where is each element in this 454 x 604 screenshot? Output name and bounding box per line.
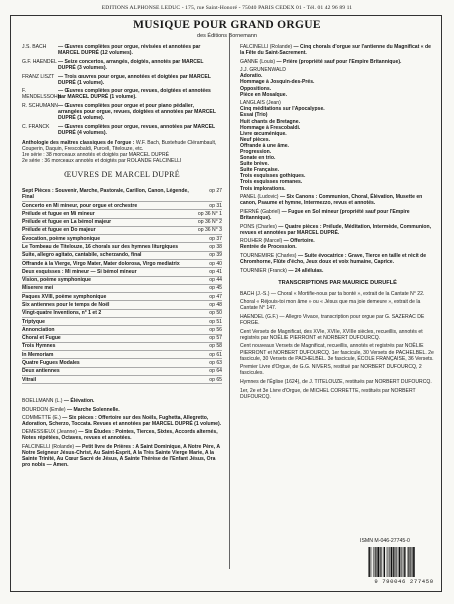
barcode-bar <box>412 547 413 577</box>
transcription-entry: 1er, 2e et 3e Livre d'Orgue, de MICHEL CORRETTE, restitués par NORBERT DUFOURCQ. <box>240 387 416 400</box>
work-item: Offrande à une âme. <box>240 142 289 149</box>
composer-name: C. FRANCK <box>22 124 50 130</box>
work-title: Prélude et fugue en Do majeur <box>22 227 96 234</box>
work-row <box>22 188 222 202</box>
work-opus: op 45 <box>209 285 222 292</box>
publisher-line: EDITIONS ALPHONSE LEDUC - 175, rue Saint-Honoré - 75040 PARIS CEDEX 01 - Tél. 01 42 96 89 11 <box>101 5 353 11</box>
right-column <box>240 44 435 402</box>
work-opus: op 58 <box>209 343 222 350</box>
work-title: Vingt-quatre Inventions, n° 1 et 2 <box>22 310 102 317</box>
barcode-bar <box>369 547 370 577</box>
work-item: Trois implorations. <box>240 185 286 192</box>
work-row <box>22 326 222 334</box>
work-item: Sonate en trio. <box>240 155 276 162</box>
barcode-bar <box>410 547 411 577</box>
transcription-entry: Premier Livre d'Orgue, de G.G. NIVERS, restitué par NORBERT DUFOURCQ, 2 fascicules. <box>240 364 422 377</box>
work-title: Deux esquisses : Mi mineur — Si bémol mineur <box>22 268 137 275</box>
work-title: Suite, allegro agitato, cantabile, scherzando, final <box>22 252 142 259</box>
work-opus: op 40 <box>209 260 222 267</box>
barcode-bar <box>388 547 389 577</box>
work-title: Évocation, poème symphonique <box>22 235 101 242</box>
composer-name: ROUHER (Marcel) <box>240 238 283 245</box>
barcode-bar <box>408 547 409 577</box>
barcode-bar <box>387 547 388 577</box>
work-item: Rentrée de Procession. <box>240 244 297 251</box>
work-row <box>22 368 222 376</box>
editions-list <box>22 44 222 136</box>
work-title: Prélude et fugue en La bémol majeur <box>22 219 112 226</box>
work-title: Paques XVIII, poème symphonique <box>22 293 107 300</box>
composer-name: F. MENDELSSOHN <box>22 88 62 101</box>
barcode-bar <box>393 547 394 577</box>
composer-name: TOURNEMIRE (Charles) <box>240 252 297 259</box>
work-item: Hommage à Josquin-des-Prés. <box>240 79 315 86</box>
composer-entry <box>22 415 222 427</box>
composer-entry <box>240 224 435 236</box>
barcode-bar <box>391 547 393 577</box>
transcription-entry: Hymnes de l'Église (1624), de J. TITELOUZE, restitués par NORBERT DUFOURCQ. <box>240 378 432 385</box>
composer-entry <box>240 268 435 274</box>
anthologie-text: W.F. Bach, Buxtehude Clérambault, Couperin, Daquin, Frescobaldi, Purcell, Titelouze, etc. <box>22 140 217 153</box>
transcriptions-list <box>240 291 435 400</box>
work-title: Quatre Fugues Modales <box>22 359 80 366</box>
barcode-bar <box>375 547 376 577</box>
work-title: Deux antiennes <box>22 368 60 375</box>
composer-name: FALCINELLI (Rolande) <box>240 44 293 50</box>
transcription-entry: BACH (J.-S.) — Choral « Mortifie-nous par ta bonté », extrait de la Cantate N° 22. <box>240 290 425 297</box>
right-composers-list <box>240 44 435 274</box>
work-opus: op 51 <box>209 318 222 325</box>
composer-works: — 24 alléluias. <box>288 267 324 274</box>
transcription-entry: HAENDEL (G.F.) — Allegro Vivace, transcription pour orgue par G. SAZERAC DE FORGE. <box>240 314 425 327</box>
work-row <box>22 335 222 343</box>
work-row <box>22 252 222 260</box>
works-list <box>22 188 222 385</box>
work-title: In Memoriam <box>22 351 54 358</box>
work-item: Progression. <box>240 149 272 155</box>
edition-description: — Œuvres complètes pour orgue, revues, annotées par MARCEL DUPRÉ (4 volumes). <box>58 124 216 137</box>
work-item: Cinq méditations sur l'Apocalypse. <box>240 106 325 113</box>
work-item: Pièce en Mosaïque. <box>240 91 287 98</box>
work-row <box>22 277 222 285</box>
barcode-bar <box>380 547 381 577</box>
barcode-number: 9 790046 277450 <box>374 578 434 585</box>
work-row <box>22 351 222 359</box>
edition-description: — Œuvres complètes pour orgue, revues, doigtées et annotées par MARCEL DUPRÉ (1 volume). <box>58 88 211 101</box>
work-opus: op 65 <box>209 376 222 383</box>
composer-works: — Prière (propriété sauf pour l'Empire Britannique). <box>276 58 402 65</box>
work-title: Miserere mei <box>22 285 54 292</box>
anthologie-entry <box>22 140 222 164</box>
composer-entry <box>240 59 435 65</box>
work-opus: op 48 <box>209 302 222 308</box>
composer-name: TOURNIER (Franck) <box>240 267 287 274</box>
work-row <box>22 202 222 210</box>
composer-entry <box>240 100 435 191</box>
transcriptions-heading: TRANSCRIPTIONS PAR MAURICE DURUFLÉ <box>278 279 397 286</box>
barcode-bar <box>377 547 379 577</box>
composer-entry <box>22 407 222 413</box>
work-row <box>22 268 222 276</box>
work-row <box>22 260 222 268</box>
work-row <box>22 243 222 251</box>
work-row <box>22 310 222 318</box>
left-column <box>22 44 222 470</box>
work-title: Choral et Fugue <box>22 335 61 342</box>
composer-works: — Cinq chorals d'orgue sur l'antienne du Magnificat « de la Fête du Saint-Sacrement. <box>240 44 431 57</box>
transcription-entry: Cent nouveaux Versets de Magnificat, recueillis, annotés et registrés par NOËLIE PIERRONT et NORBERT DUFOURCQ. 1er fascicule, 30 Versets de PACHELBEL. 2e fascicule, 30 Versets de PACHELBEL. 3e fascicule, ÉCOLE FRANÇAISE, 36 Versets. <box>240 343 434 362</box>
page-title: MUSIQUE POUR GRAND ORGUE <box>133 19 321 31</box>
barcode-bar <box>373 547 374 577</box>
work-item: Huit chants de Bretagne. <box>240 118 301 125</box>
barcode-bar <box>376 547 377 577</box>
work-title: Prélude et fugue en Mi mineur <box>22 210 95 217</box>
composer-name: G.F. HAENDEL <box>22 58 57 65</box>
work-opus: op 36 N° 2 <box>197 219 222 226</box>
edition-description: — Œuvres complètes pour orgue et pour piano pédalier, arrangées pour orgue, revues, doigtées et annotées par MARCEL DUPRÉ (1 volume). <box>58 103 216 122</box>
composer-name: PANEL (Ludovic) <box>240 194 279 201</box>
barcode-bar <box>404 547 405 577</box>
composer-name: COMMETTE (E.) <box>22 414 61 421</box>
edition-entry <box>22 103 222 121</box>
composer-name: DEMESSIEUX (Jeanne) <box>22 429 77 436</box>
work-title: Le Tombeau de Titelouze, 16 chorals sur des hymnes liturgiques <box>22 244 179 251</box>
transcription-entry: Cent Versets de Magnificat, des XVIe, XVIIe, XVIIIe siècles, recueillis, annotés et registrés par NOËLIE PIERRONT et NORBERT DUFOURCQ. <box>240 328 423 341</box>
work-item: Livre œcuménique. <box>240 130 287 137</box>
other-composers-list <box>22 398 222 468</box>
barcode-bar <box>413 547 415 577</box>
work-row <box>22 301 222 309</box>
composer-entry <box>22 444 222 468</box>
oeuvres-heading: ŒUVRES DE MARCEL DUPRÉ <box>64 169 180 179</box>
work-item: Oppositions. <box>240 85 272 92</box>
work-title: Vision, poème symphonique <box>22 277 91 284</box>
composer-name: J.S. BACH <box>22 44 47 50</box>
work-title: Offrande à la Vierge, Virgo Mater, Mater dolorosa, Virgo mediatrix <box>22 260 180 267</box>
barcode-bar <box>394 547 395 577</box>
barcode-bar <box>399 547 401 577</box>
composer-name: GANNE (Louis) <box>240 58 276 65</box>
work-item: Trois esquisses gothiques. <box>240 173 306 180</box>
composer-works: — Six Études : Pointes, Tierces, Sixtes, Accords alternés, Notes répétées, Octaves, revues et annotées. <box>22 429 218 442</box>
work-row <box>22 359 222 367</box>
work-row <box>22 343 222 351</box>
work-row <box>22 376 222 384</box>
work-row <box>22 210 222 218</box>
work-opus: op 39 <box>209 252 222 259</box>
composer-name: FRANZ LISZT <box>22 73 55 80</box>
work-row <box>22 318 222 326</box>
work-title: Concerto en Mi mineur, pour orgue et orchestre <box>22 202 138 209</box>
barcode-bar <box>398 547 399 577</box>
work-opus: op 47 <box>209 293 222 300</box>
composer-name: R. SCHUMANN <box>22 103 58 110</box>
composer-works: — Offertoire. <box>283 238 315 245</box>
work-opus: op 61 <box>209 351 222 358</box>
work-opus: op 44 <box>209 277 222 284</box>
edition-description: — Œuvres complètes pour orgue, révisées et annotées par MARCEL DUPRÉ (12 volumes). <box>58 44 201 57</box>
composer-works: — Six pièces : Offertoire sur des Noëls, Fughetta, Allegretto, Adoration, Scherzo, Toccata. Revues et annotées par MARCEL DUPRÉ (1 volume). <box>22 414 222 427</box>
page-subtitle: des Éditions Bornemann <box>197 33 257 39</box>
work-item: Suite brève. <box>240 161 269 168</box>
barcode-bar <box>389 547 390 577</box>
work-opus: op 37 <box>209 235 222 242</box>
barcode-bar <box>401 547 402 577</box>
composer-entry <box>22 429 222 441</box>
barcode-bar <box>384 547 385 577</box>
edition-description: — Seize concertos, arrangés, doigtés, annotés par MARCEL DUPRÉ (3 volumes). <box>58 58 204 71</box>
barcode-bar <box>383 547 384 577</box>
composer-name: PIERNÉ (Gabriel) <box>240 208 281 215</box>
barcode-bar <box>368 547 369 577</box>
edition-entry <box>22 88 222 100</box>
edition-description: — Trois œuvres pour orgue, annotées et doigtées par MARCEL DUPRÉ (1 volume). <box>58 73 211 86</box>
work-item: Essai (Trio) <box>240 112 268 119</box>
work-opus: op 36 N° 1 <box>197 210 222 217</box>
work-opus: op 27 <box>209 188 222 195</box>
work-title: Triptyque <box>22 318 45 325</box>
anthologie-series-2: 2e série : 36 morceaux annotés et doigtés par ROLANDE FALCINELLI <box>22 158 182 165</box>
work-opus: op 50 <box>209 310 222 317</box>
composer-works: — Marche Solennelle. <box>67 406 120 413</box>
composer-name: PONS (Charles) <box>240 223 277 230</box>
composer-works: — Suite évocatrice : Grave, Tierce en taille et récit de Chromhorne, Flûte d'écho, Jeux doux et voix humaine, Caprice. <box>240 252 427 265</box>
composer-works: — Quatre pièces : Prélude, Méditation, Intermède, Communion, revues et annotées par MARCEL DUPRÉ. <box>240 223 432 236</box>
work-title: Vitrail <box>22 376 37 383</box>
column-divider <box>229 33 230 569</box>
work-opus: op 38 <box>209 244 222 251</box>
work-row <box>22 235 222 243</box>
barcode-bar <box>405 547 406 577</box>
composer-entry <box>240 44 435 56</box>
anthologie-series-1: 1re série : 38 morceaux annotés et doigtés par MARCEL DUPRÉ <box>22 152 170 159</box>
work-opus: op 64 <box>209 368 222 375</box>
composer-name: FALCINELLI (Rolande) <box>22 443 75 450</box>
work-title: Annonciation <box>22 326 55 333</box>
work-item: Adoratio. <box>240 73 263 80</box>
work-row <box>22 285 222 293</box>
ismn-code: ISMN M-046-27745-0 <box>360 538 410 544</box>
composer-entry <box>240 238 435 250</box>
edition-entry <box>22 59 222 71</box>
work-title: Six antiennes pour le temps de Noël <box>22 302 110 308</box>
work-opus: op 36 N° 3 <box>197 227 222 234</box>
barcode-bar <box>409 547 410 577</box>
edition-entry <box>22 44 222 56</box>
transcription-entry: Choral « Réjouis-toi mon âme » ou « Jésus que ma joie demeure », extrait de la Cantate N° 147. <box>240 299 421 312</box>
work-opus: op 63 <box>209 359 222 366</box>
work-row <box>22 293 222 301</box>
work-row <box>22 219 222 227</box>
work-title: Sept Pièces : Souvenir, Marche, Pastorale, Carillon, Canon, Légende, Final <box>22 188 189 201</box>
anthologie-title: Anthologie des maîtres classiques de l'orgue : <box>22 140 135 147</box>
barcode-bar <box>371 547 372 577</box>
barcode-image <box>367 547 439 577</box>
barcode-bar <box>381 547 382 577</box>
work-opus: op 56 <box>209 326 222 333</box>
work-opus: op 31 <box>209 202 222 209</box>
work-item: Suite Française. <box>240 167 280 174</box>
barcode-bar <box>396 547 397 577</box>
composer-works: — Élévation. <box>63 398 95 405</box>
composer-name: BOURDON (Emile) <box>22 406 66 413</box>
composer-entry <box>240 194 435 206</box>
composer-works: — Petit livre de Prières : A Saint Dominique, A Notre Père, A Notre Seigneur Jésus-Christ, Au Saint-Esprit, A la Très Sainte Vierge Marie, A la Sainte Trinité, Au Cœur Sacré de Jésus, A Sainte Thérèse de l'Enfant Jésus, Ora pro nobis — Amen. <box>22 443 220 468</box>
composer-entry <box>240 67 435 97</box>
composer-name: BOELLMANN (L.) <box>22 398 63 405</box>
edition-entry <box>22 74 222 86</box>
work-item: Trois esquisses romanes. <box>240 179 303 186</box>
composer-entry <box>22 398 222 404</box>
work-opus: op 41 <box>209 268 222 275</box>
work-title: Trois Hymnes <box>22 343 56 350</box>
work-item: Hommage à Frescobaldi. <box>240 124 301 131</box>
barcode-bar <box>403 547 404 577</box>
composer-works: — Fugue en Sol mineur (propriété sauf pour l'Empire Britannique). <box>240 208 410 221</box>
composer-works: — Six Canons : Communion, Choral, Élévation, Musette en canon, Psaume et hymne, Intermezzo, revus et annotés. <box>240 194 423 207</box>
work-opus: op 57 <box>209 335 222 342</box>
work-row <box>22 227 222 235</box>
edition-entry <box>22 124 222 136</box>
composer-entry <box>240 209 435 221</box>
composer-name: J.J. GRUNENWALD <box>240 67 286 74</box>
composer-entry <box>240 253 435 265</box>
work-item: Neuf pièces. <box>240 136 271 143</box>
composer-name: LANGLAIS (Jean) <box>240 100 281 107</box>
